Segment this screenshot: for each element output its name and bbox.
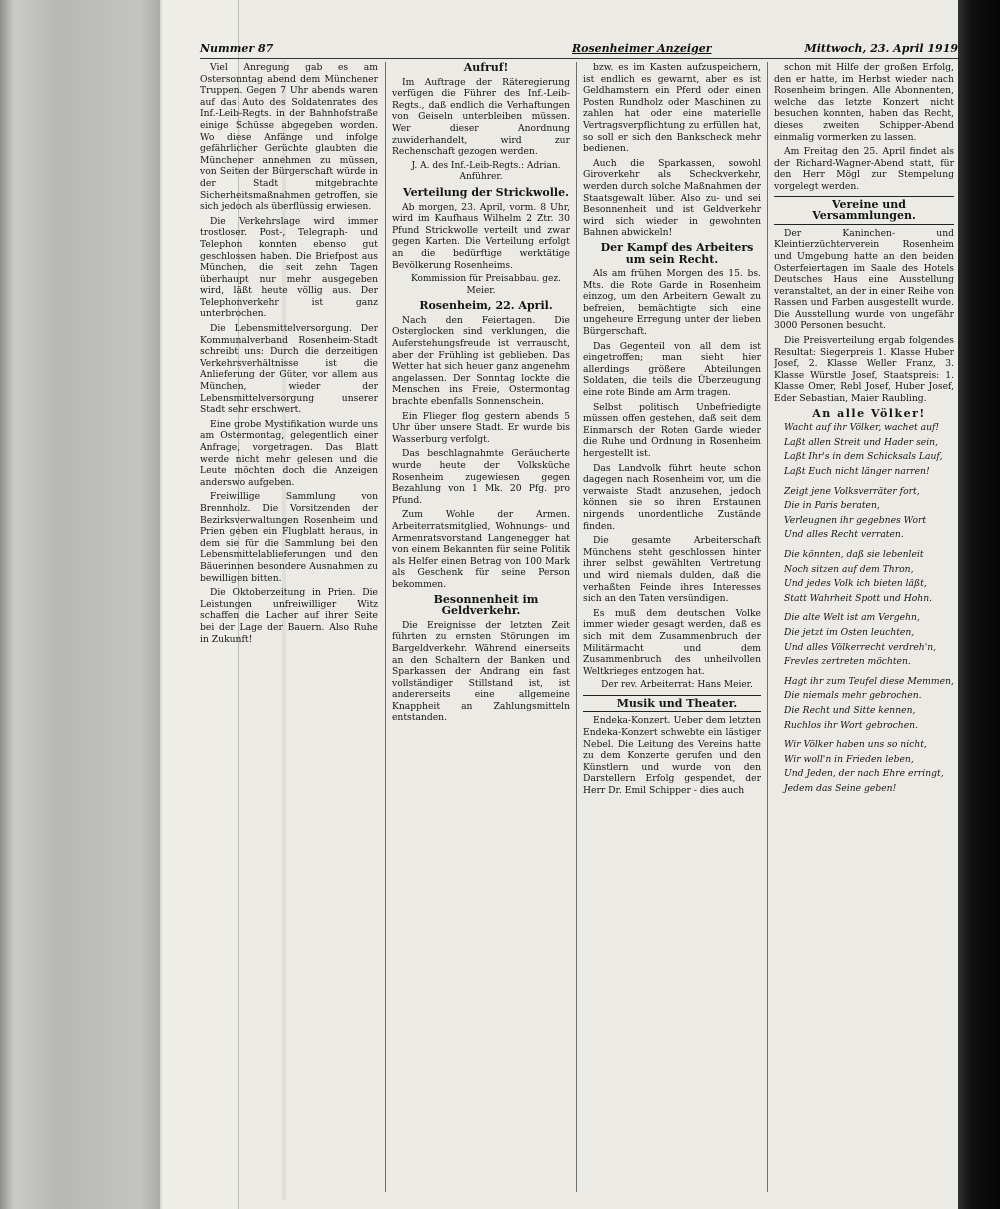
poem-stanza [774,612,954,667]
article-paragraph: Als am frühen Morgen des 15. bs. Mts. die Rote Garde in Rosenheim einzog, um den Arbeitern Gewalt zu befreien, bemächtigte sich eine ungeheure Erregung unter der lieben Bürgerschaft. [583,268,761,338]
article-paragraph: Der Kaninchen- und Kleintierzüchterverein Rosenheim und Umgebung hatte an den beiden Osterfeiertagen im Saale des Hotels Deutsches Haus eine Ausstellung veranstaltet, an der in einer Reihe von Rassen und Farben ausgestellt wurde. Die Ausstellung wurde von ungefähr 3000 Personen besucht. [774,227,954,332]
poem-line: Laßt allen Streit und Hader sein, [784,436,939,448]
article-paragraph: Das Gegenteil von all dem ist eingetroffen; man sieht hier allerdings größere Abteilungen Soldaten, die teils die Überzeugung eine rote Binde am Arm tragen. [583,340,761,399]
article-paragraph: Nach den Feiertagen. Die Osterglocken sind verklungen, die Auferstehungsfreude ist verrauscht, aber der Frühling ist geblieben. Das Wetter hat sich heuer ganz angenehm angelassen. Der Sonntag lockte die Menschen ins Freie, Ostermontag brachte ebenfalls Sonnenschein. [392,314,570,408]
article-paragraph: Am Freitag den 25. April findet als der Richard-Wagner-Abend statt, für den Herr Mögl zur Stempelung vorgelegt werden. [774,146,954,192]
article-paragraph: Die Lebensmittelversorgung. Der Kommunalverband Rosenheim-Stadt schreibt uns: Durch die derzeitigen Verkehrsverhältnisse ist die Anlieferung der Güter, vor allem aus München, wieder der Lebensmittelversorgung unserer Stadt sehr erschwert. [200,323,378,416]
article-paragraph: Es muß dem deutschen Volke immer wieder gesagt werden, daß es sich mit dem Zusammenbruch der Militärmacht und dem Zusammenbruch des unheilvollen Weltkrieges entzogen hat. [583,607,761,677]
article-heading: Besonnenheit im Geldverkehr. [433,592,539,618]
article-heading: Der Kampf des Arbeiters um sein Recht. [600,240,754,266]
article-paragraph: Die Oktoberzeitung in Prien. Die Leistungen unfreiwilliger Witz schaffen die Lacher auf ihrer Seite bei der Lage der Bauern. Also Ruhe in Zukunft! [200,587,378,645]
article-heading: Rosenheim, 22. April. [419,299,553,313]
poem-line: Jedem das Seine geben! [784,782,897,794]
column-4 [774,62,954,1192]
column-2 [392,62,570,1192]
article-paragraph: Die Verkehrslage wird immer trostloser. Post-, Telegraph- und Telephon konnten ebenso gut geschlossen haben. Die Briefpost aus München, die seit zehn Tagen überhaupt nur mehr ausgegeben wird, läßt heute völlig aus. Der Telephonverkehr ist ganz unterbrochen. [200,215,378,320]
poem-line: Wacht auf ihr Völker, wachet auf! [784,422,940,434]
column-divider [767,62,768,1192]
poem-line: Die jetzt im Osten leuchten, [784,626,915,638]
issue-number: Nummer 87 [200,42,274,55]
section-heading: Musik und Theater. [583,695,761,713]
newspaper-page [162,0,958,1209]
poem-line: Die niemals mehr gebrochen. [784,690,922,702]
article-paragraph: Die gesamte Arbeiterschaft Münchens steht geschlossen hinter ihrer selbst gewählten Vertretung und wird niemals dulden, daß die verhaßten Feinde ihres Interesses sich an den Taten versündigen. [583,535,761,605]
header-rule [200,58,958,59]
poem-line: Statt Wahrheit Spott und Hohn. [784,592,933,604]
article-paragraph: Die Preisverteilung ergab folgendes Resultat: Siegerpreis 1. Klasse Huber Josef, 2. Klasse Weller Franz, 3. Klasse Würstle Josef, Staatspreis: 1. Klasse Omer, Rebl Josef, Huber Josef, Eder Sebastian, Maier Raubling. [774,335,954,405]
poem-line: Und Jeden, der nach Ehre erringt, [784,768,944,780]
article-paragraph: Endeka-Konzert. Ueber dem letzten Endeka-Konzert schwebte ein lästiger Nebel. Die Leitung des Vereins hatte zu dem Konzerte gerufen und den Künstlern und wurde von den Darstellern Erfolg gespendet, der Herr Dr. Emil Schipper - dies auch [583,715,761,797]
poem-line: Und jedes Volk ich bieten läßt, [784,578,927,590]
poem-line: Verleugnen ihr gegebnes Wort [784,514,927,526]
article-paragraph: Auch die Sparkassen, sowohl Giroverkehr als Scheckverkehr, werden durch solche Maßnahmen der Staatsgewalt lüber. Also zu- und sei Besonnenheit und ist Geldverkehr wird sich wieder in gewohnten Bahnen abwickeln! [583,157,761,239]
article-paragraph: Die Ereignisse der letzten Zeit führten zu ernsten Störungen im Bargeldverkehr. Während einerseits an den Schaltern der Banken und Sparkassen der Andrang ein fast vollständiger Stillstand ist, ist andererseits eine allgemeine Knappheit an Zahlungsmitteln entstanden. [392,619,570,724]
article-paragraph: Im Auftrage der Räteregierung verfügen die Führer des Inf.-Leib-Regts., daß endlich die Verhaftungen von Geiseln unterbleiben müssen. Wer dieser Anordnung zuwiderhandelt, wird zur Rechenschaft gezogen werden. [392,76,570,158]
poem-line: Die könnten, daß sie lebenleit [784,548,924,560]
issue-date: Mittwoch, 23. April 1919 [804,42,958,55]
article-paragraph: bzw. es im Kasten aufzuspeichern, ist endlich es gewarnt, aber es ist Geldhamstern ein Pferd oder einen Posten Rundholz oder Maschinen zu zahlen hat oder eine materielle Vertragsverpflichtung zu erfüllen hat, so soll er sich den Bankscheck mehr bedienen. [583,62,761,155]
poem-line: Noch sitzen auf dem Thron, [784,563,914,575]
column-divider [576,62,577,1192]
poem-stanza [774,739,954,794]
article-paragraph: Freiwillige Sammlung von Brennholz. Die Vorsitzenden der Bezirksverwaltungen Rosenheim und Prien geben ein Flugblatt heraus, in dem sie für die Sammlung bei den Lebensmittelablieferungen und den Bäuerinnen besondere Ausnahmen zu bewilligen bitten. [200,491,378,584]
article-paragraph: Ein Flieger flog gestern abends 5 Uhr über unsere Stadt. Er wurde bis Wasserburg verfolgt. [392,410,570,445]
poem [774,422,954,794]
article-signature: Der rev. Arbeiterrat: Hans Meier. [601,680,753,691]
article-paragraph: Das Landvolk führt heute schon dagegen nach Rosenheim vor, um die verwaiste Stadt anzusehen, jedoch können sie so ihren Erstaunen nirgends unordentliche Zustände finden. [583,462,761,532]
article-paragraph: Zum Wohle der Armen. Arbeiterratsmitglied, Wohnungs- und Armenratsvorstand Langenegger hat von einem Bekannten für seine Politik als Helfer einen Betrag von 100 Mark als Geschenk für seine Person bekommen. [392,509,570,590]
article-heading: Verteilung der Strickwolle. [403,185,569,199]
page-header [200,40,958,56]
poem-line: Die in Paris beraten, [784,500,880,512]
poem-line: Laßt Euch nicht länger narren! [784,466,930,477]
article-signature: Kommission für Preisabbau. gez. Meier. [411,274,561,296]
scan-background-right [958,0,1000,1209]
poem-line: Die Recht und Sitte kennen, [784,704,916,716]
scan-background-left [0,0,160,1209]
poem-line: Die alte Welt ist am Vergehn, [784,612,920,624]
article-paragraph: Selbst politisch Unbefriedigte müssen offen gestehen, daß seit dem Einmarsch der Roten Garde wieder die Ruhe und Ordnung in Rosenheim hergestellt ist. [583,401,761,459]
column-divider [385,62,386,1192]
poem-stanza [774,422,954,477]
poem-line: Wir Völker haben uns so nicht, [784,739,927,751]
poem-stanza [774,549,954,604]
poem-stanza [774,676,954,731]
poem-line: Und alles Recht verraten. [784,529,904,541]
poem-line: Frevles zertreten möchten. [784,656,911,668]
poem-line: Zeigt jene Volksverräter fort, [784,485,920,497]
poem-line: Wir woll'n in Frieden leben, [784,753,914,765]
article-paragraph: Das beschlagnahmte Geräucherte wurde heute der Volksküche Rosenheim zugewiesen gegen Bezahlung von 1 Mk. 20 Pfg. pro Pfund. [392,448,570,506]
column-1 [200,62,378,1192]
poem-line: Hagt ihr zum Teufel diese Memmen, [784,675,954,687]
poem-line: Und alles Völkerrecht verdreh'n, [784,641,937,653]
poem-line: Laßt Ihr's in dem Schicksals Lauf, [784,451,943,463]
poem-stanza [774,486,954,541]
poem-line: Ruchlos ihr Wort gebrochen. [784,719,918,731]
newspaper-title: Rosenheimer Anzeiger [572,42,712,55]
article-paragraph: Ab morgen, 23. April, vorm. 8 Uhr, wird im Kaufhaus Wilhelm 2 Ztr. 30 Pfund Strickwolle verteilt und zwar gegen Karten. Die Verteilung erfolgt an die bedürftige werktätige Bevölkerung Rosenheims. [392,201,570,271]
article-paragraph: Eine grobe Mystifikation wurde uns am Ostermontag, gelegentlich einer Anfrage, vorgetragen. Das Blatt werde nicht mehr gelesen und die Leute möchten doch die Anzeigen anderswo aufgeben. [200,418,378,488]
section-heading: Vereine und Versammlungen. [774,196,954,225]
poem-title: An alle Völker! [812,406,926,420]
article-paragraph: schon mit Hilfe der großen Erfolg, den er hatte, im Herbst wieder nach Rosenheim bringen. Alle Abonnenten, welche das letzte Konzert nicht besuchen konnten, haben das Recht, dieses zweiten Schipper-Abend einmalig vormerken zu lassen. [774,62,954,143]
column-3 [583,62,761,1192]
article-signature: J. A. des Inf.-Leib-Regts.: Adrian. Anführer. [411,160,561,183]
article-heading: Aufruf! [463,62,509,74]
article-paragraph: Viel Anregung gab es am Ostersonntag abend dem Münchener Truppen. Gegen 7 Uhr abends waren auf das Auto des Soldatenrates des Inf.-Leib-Regts. in der Bahnhofstraße einige Schüsse abgegeben worden. Wo diese Anfänge und infolge gefährlicher Gerüchte glaubten die Münchener annehmen zu müssen, von Seiten der Bürgerschaft würde in der Stadt mitgebrachte Sicherheitsmaßnahmen getroffen, sie sich jedoch als überflüssig erwiesen. [200,62,378,213]
